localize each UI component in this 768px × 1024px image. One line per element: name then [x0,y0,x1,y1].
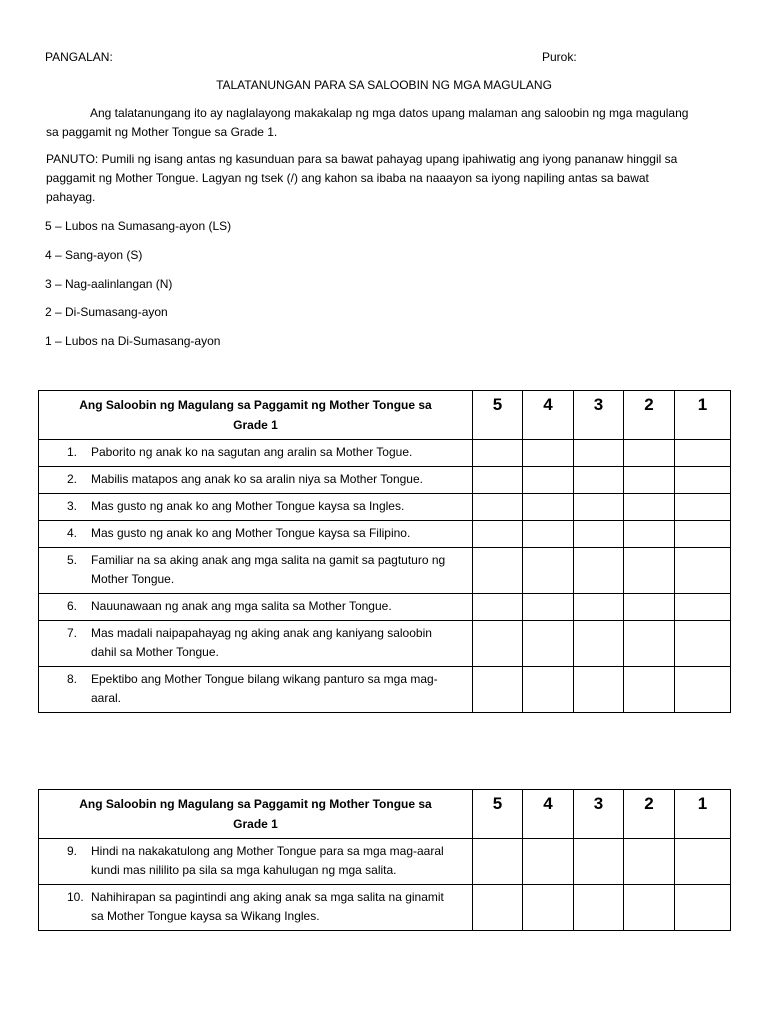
rating-box-4[interactable] [523,839,574,885]
statement-cell [39,594,473,621]
statement-cell [39,467,473,494]
rating-box-5[interactable] [473,440,523,467]
scale-header-4: 4 [523,391,574,440]
item-number: 3. [67,499,78,513]
item-number: 8. [67,672,78,686]
statement-text: Mas gusto ng anak ko ang Mother Tongue kaysa sa Filipino. [91,526,411,540]
name-label: PANGALAN: [45,50,113,64]
scale-header-1: 1 [675,790,731,839]
statement-cell [39,621,473,667]
scale-header-3: 3 [574,790,624,839]
scale-item: 2 – Di-Sumasang-ayon [45,305,168,319]
rating-box-3[interactable] [574,621,624,667]
rating-box-3[interactable] [574,839,624,885]
statement-cell [39,548,473,594]
rating-box-2[interactable] [624,621,675,667]
item-number: 10. [67,890,84,904]
rating-box-3[interactable] [574,494,624,521]
intro-paragraph [46,104,726,142]
table-row [39,521,731,548]
table-header-row [39,391,731,440]
table-row [39,621,731,667]
statement-header [39,790,473,839]
scale-header-5: 5 [473,790,523,839]
rating-box-1[interactable] [675,521,731,548]
rating-box-4[interactable] [523,548,574,594]
statement-text: kundi mas nililito pa sila sa mga kahulugan ng mga salita. [91,863,397,877]
rating-box-3[interactable] [574,667,624,713]
scale-header-4: 4 [523,790,574,839]
rating-box-4[interactable] [523,667,574,713]
statement-text: dahil sa Mother Tongue. [91,645,219,659]
statement-text: Epektibo ang Mother Tongue bilang wikang panturo sa mga mag- [91,672,438,686]
table-header-row [39,790,731,839]
statement-text: Nahihirapan sa pagintindi ang aking anak sa mga salita na ginamit [91,890,444,904]
rating-box-1[interactable] [675,885,731,931]
header-line: Ang Saloobin ng Magulang sa Paggamit ng Mother Tongue sa [79,398,432,412]
rating-box-2[interactable] [624,667,675,713]
scale-header-3: 3 [574,391,624,440]
instructions-paragraph [46,150,726,207]
rating-box-4[interactable] [523,494,574,521]
rating-box-3[interactable] [574,467,624,494]
scale-header-1: 1 [675,391,731,440]
purok-label: Purok: [542,50,577,64]
scale-header-2: 2 [624,391,675,440]
rating-box-3[interactable] [574,594,624,621]
table-row [39,839,731,885]
rating-box-2[interactable] [624,521,675,548]
statement-cell [39,667,473,713]
table-row [39,467,731,494]
statement-text: sa Mother Tongue kaysa sa Wikang Ingles. [91,909,320,923]
rating-box-5[interactable] [473,839,523,885]
survey-table-1 [38,390,731,713]
rating-box-2[interactable] [624,467,675,494]
rating-box-5[interactable] [473,494,523,521]
statement-cell [39,885,473,931]
rating-box-4[interactable] [523,621,574,667]
rating-box-3[interactable] [574,440,624,467]
statement-text: Hindi na nakakatulong ang Mother Tongue para sa mga mag-aaral [91,844,444,858]
table-row [39,885,731,931]
statement-text: Mother Tongue. [91,572,175,586]
item-number: 6. [67,599,78,613]
rating-box-2[interactable] [624,885,675,931]
rating-box-4[interactable] [523,885,574,931]
header-line: Ang Saloobin ng Magulang sa Paggamit ng Mother Tongue sa [79,797,432,811]
rating-box-1[interactable] [675,440,731,467]
instructions-line: paggamit ng Mother Tongue. Lagyan ng tsek (/) ang kahon sa ibaba na naaayon sa iyong napiling antas sa bawat [46,171,649,185]
table-row [39,494,731,521]
statement-text: Paborito ng anak ko na sagutan ang aralin sa Mother Togue. [91,445,413,459]
rating-box-2[interactable] [624,548,675,594]
rating-box-4[interactable] [523,440,574,467]
rating-box-5[interactable] [473,667,523,713]
rating-box-2[interactable] [624,440,675,467]
rating-box-3[interactable] [574,548,624,594]
intro-line: sa paggamit ng Mother Tongue sa Grade 1. [46,125,278,139]
scale-header-5: 5 [473,391,523,440]
table-row [39,548,731,594]
rating-box-5[interactable] [473,467,523,494]
scale-item: 3 – Nag-aalinlangan (N) [45,277,173,291]
rating-box-5[interactable] [473,621,523,667]
rating-box-4[interactable] [523,594,574,621]
rating-box-2[interactable] [624,594,675,621]
item-number: 4. [67,526,78,540]
statement-cell [39,839,473,885]
intro-line: Ang talatanungang ito ay naglalayong makakalap ng mga datos upang malaman ang saloobin ng mga magulang [90,106,689,120]
table-row [39,594,731,621]
page-title: TALATANUNGAN PARA SA SALOOBIN NG MGA MAGULANG [216,78,552,92]
header-line: Grade 1 [233,817,278,831]
statement-header [39,391,473,440]
table-row [39,440,731,467]
rating-box-1[interactable] [675,667,731,713]
scale-header-2: 2 [624,790,675,839]
instructions-line: PANUTO: Pumili ng isang antas ng kasunduan para sa bawat pahayag upang ipahiwatig ang iyong pananaw hinggil sa [46,152,678,166]
survey-table-2 [38,789,731,931]
item-number: 9. [67,844,78,858]
instructions-line: pahayag. [46,190,96,204]
rating-box-4[interactable] [523,467,574,494]
rating-box-1[interactable] [675,621,731,667]
rating-box-5[interactable] [473,521,523,548]
rating-box-5[interactable] [473,594,523,621]
statement-text: Mas gusto ng anak ko ang Mother Tongue kaysa sa Ingles. [91,499,405,513]
rating-box-1[interactable] [675,594,731,621]
statement-text: Mabilis matapos ang anak ko sa aralin niya sa Mother Tongue. [91,472,423,486]
table-row [39,667,731,713]
rating-box-1[interactable] [675,839,731,885]
rating-box-5[interactable] [473,548,523,594]
statement-text: aaral. [91,691,122,705]
item-number: 5. [67,553,78,567]
statement-cell [39,521,473,548]
rating-box-5[interactable] [473,885,523,931]
rating-box-3[interactable] [574,521,624,548]
item-number: 2. [67,472,78,486]
rating-box-3[interactable] [574,885,624,931]
statement-text: Mas madali naipapahayag ng aking anak ang kaniyang saloobin [91,626,432,640]
header-line: Grade 1 [233,418,278,432]
scale-item: 1 – Lubos na Di-Sumasang-ayon [45,334,221,348]
rating-box-1[interactable] [675,548,731,594]
scale-item: 5 – Lubos na Sumasang-ayon (LS) [45,219,232,233]
scale-item: 4 – Sang-ayon (S) [45,248,143,262]
item-number: 7. [67,626,78,640]
statement-text: Nauunawaan ng anak ang mga salita sa Mother Tongue. [91,599,392,613]
item-number: 1. [67,445,78,459]
statement-cell [39,494,473,521]
rating-box-2[interactable] [624,839,675,885]
rating-box-1[interactable] [675,467,731,494]
rating-box-1[interactable] [675,494,731,521]
rating-box-4[interactable] [523,521,574,548]
statement-cell [39,440,473,467]
statement-text: Familiar na sa aking anak ang mga salita na gamit sa pagtuturo ng [91,553,446,567]
rating-box-2[interactable] [624,494,675,521]
